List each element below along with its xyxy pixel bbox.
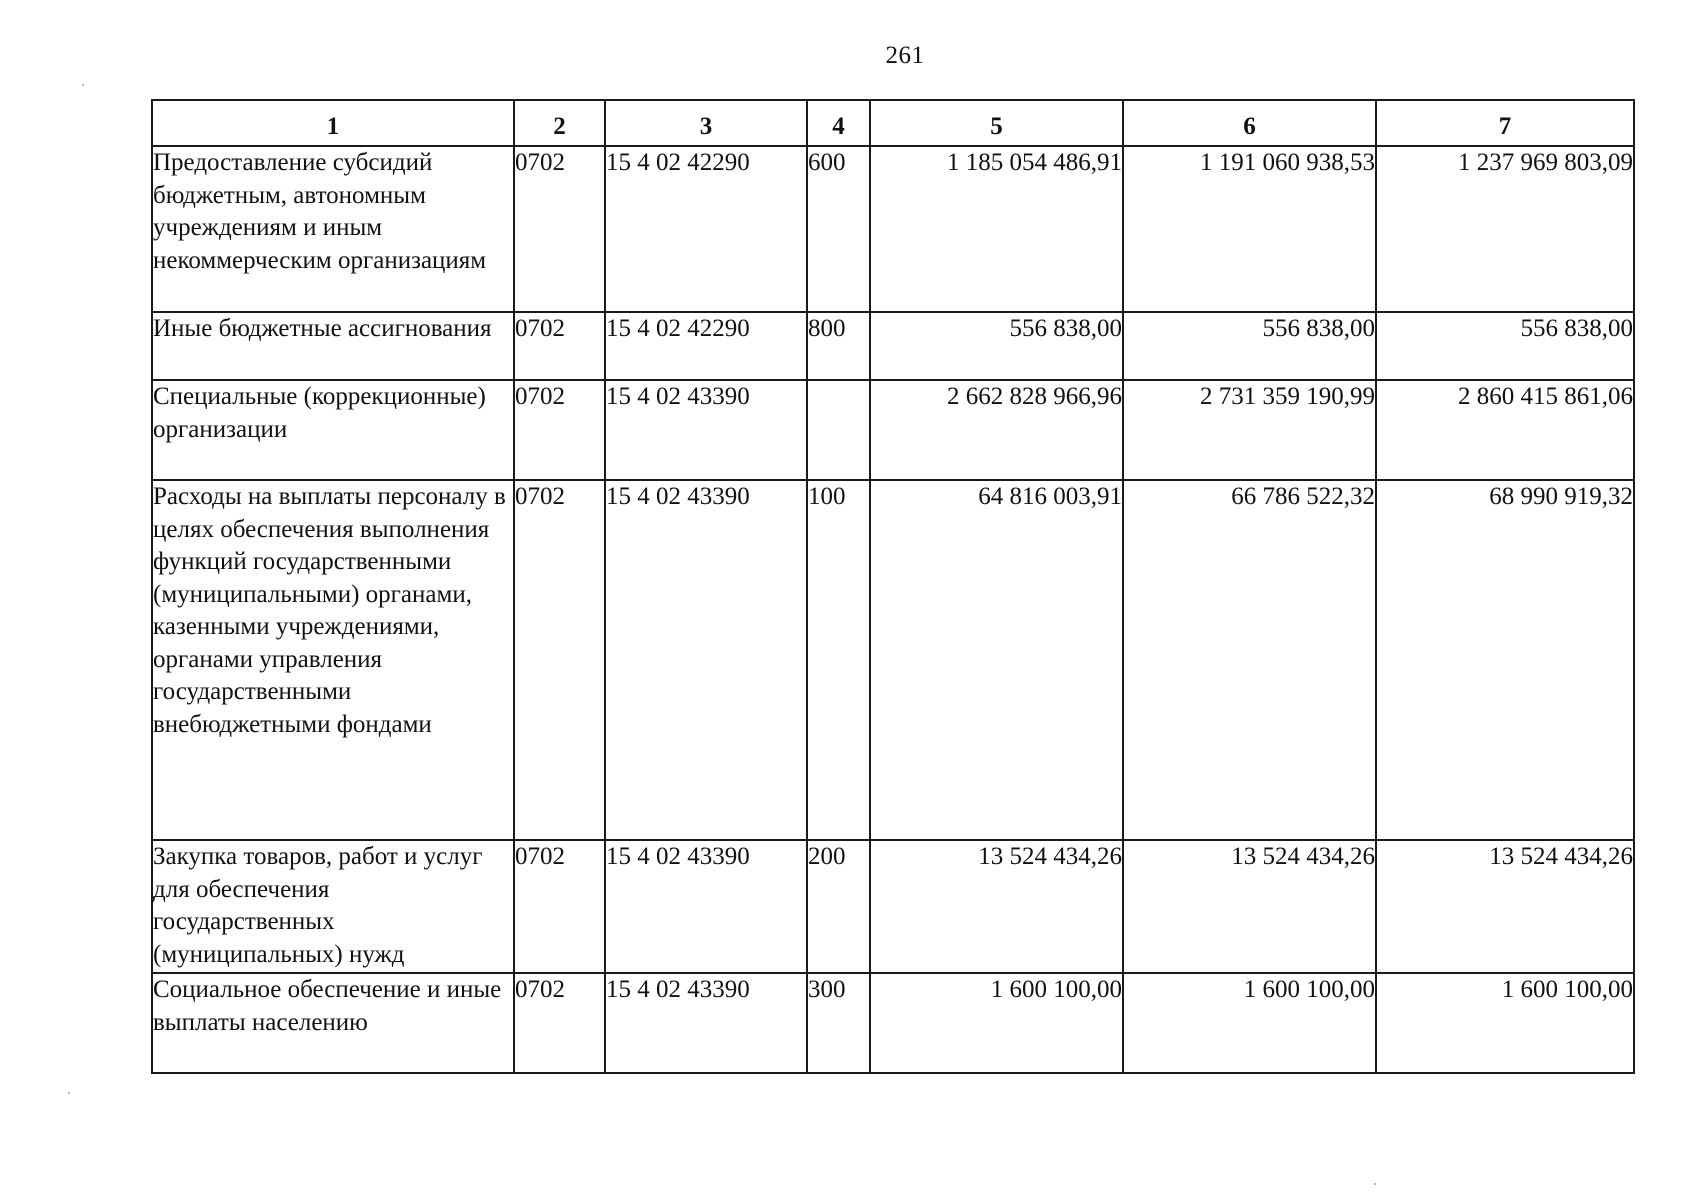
row-amount-year1: 1 600 100,00 [870,973,1123,1073]
row-section: 0702 [514,312,605,380]
row-amount-year1: 1 185 054 486,91 [870,146,1123,312]
column-header-3: 3 [605,100,807,146]
row-section: 0702 [514,973,605,1073]
row-amount-year3: 68 990 919,32 [1376,480,1634,840]
row-amount-year2: 1 191 060 938,53 [1123,146,1376,312]
column-header-4: 4 [807,100,870,146]
table-header [152,100,1634,146]
page-number: 261 [885,42,925,69]
table-row [152,973,1634,1073]
scan-speck [1374,1183,1376,1185]
row-target-code: 15 4 02 43390 [605,380,807,480]
row-amount-year2: 13 524 434,26 [1123,840,1376,973]
row-target-code: 15 4 02 43390 [605,840,807,973]
column-header-7: 7 [1376,100,1634,146]
table-body [152,146,1634,1073]
row-amount-year3: 13 524 434,26 [1376,840,1634,973]
scan-speck [82,84,84,86]
row-amount-year3: 1 237 969 803,09 [1376,146,1634,312]
row-expense-type: 200 [807,840,870,973]
row-expense-type: 800 [807,312,870,380]
row-amount-year1: 2 662 828 966,96 [870,380,1123,480]
row-name: Предоставление субсидий бюджетным, автономным учреждениям и иным некоммерческим организациям [152,146,514,312]
row-target-code: 15 4 02 43390 [605,480,807,840]
row-amount-year2: 66 786 522,32 [1123,480,1376,840]
table-row [152,146,1634,312]
table-row [152,840,1634,973]
row-section: 0702 [514,840,605,973]
row-target-code: 15 4 02 42290 [605,146,807,312]
row-expense-type: 100 [807,480,870,840]
row-amount-year1: 556 838,00 [870,312,1123,380]
column-header-6: 6 [1123,100,1376,146]
row-section: 0702 [514,146,605,312]
row-section: 0702 [514,380,605,480]
budget-table [151,99,1635,1074]
table-row [152,480,1634,840]
column-header-2: 2 [514,100,605,146]
row-amount-year2: 1 600 100,00 [1123,973,1376,1073]
column-header-5: 5 [870,100,1123,146]
row-target-code: 15 4 02 43390 [605,973,807,1073]
row-expense-type [807,380,870,480]
row-expense-type: 300 [807,973,870,1073]
row-amount-year3: 1 600 100,00 [1376,973,1634,1073]
table-row [152,312,1634,380]
row-amount-year3: 2 860 415 861,06 [1376,380,1634,480]
row-amount-year3: 556 838,00 [1376,312,1634,380]
row-amount-year2: 2 731 359 190,99 [1123,380,1376,480]
header-row [152,100,1634,146]
table-row [152,380,1634,480]
row-amount-year2: 556 838,00 [1123,312,1376,380]
row-name: Социальное обеспечение и иные выплаты населению [152,973,514,1073]
scan-speck [68,1092,70,1094]
row-name: Специальные (коррекционные) организации [152,380,514,480]
row-name: Иные бюджетные ассигнования [152,312,514,380]
row-name: Расходы на выплаты персоналу в целях обеспечения выполнения функций государственными (муниципальными) органами, казенными учреждениями, органами управления государственными внебюджетными фондами [152,480,514,840]
row-section: 0702 [514,480,605,840]
row-amount-year1: 64 816 003,91 [870,480,1123,840]
column-header-1: 1 [152,100,514,146]
row-amount-year1: 13 524 434,26 [870,840,1123,973]
row-target-code: 15 4 02 42290 [605,312,807,380]
row-name: Закупка товаров, работ и услуг для обеспечения государственных (муниципальных) нужд [152,840,514,973]
row-expense-type: 600 [807,146,870,312]
